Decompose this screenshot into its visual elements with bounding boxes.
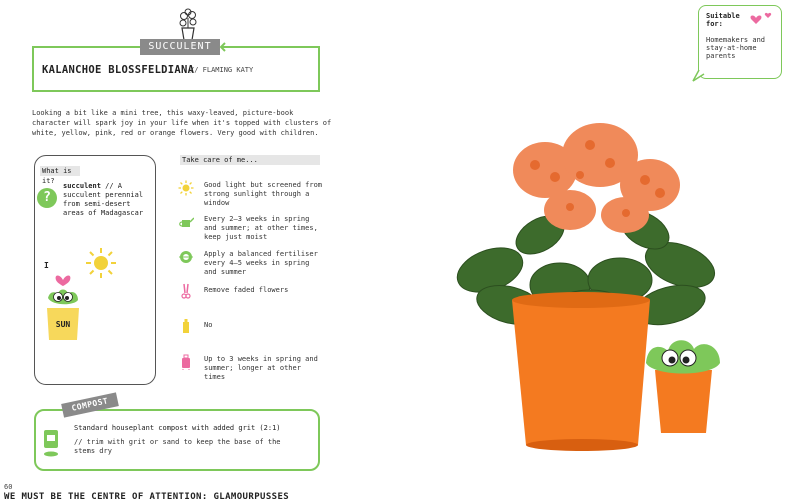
care-mist-text: No [204, 321, 213, 329]
intro-paragraph: Looking a bit like a mini tree, this waxy-leaved, picture-book character will spark joy in your life when it's topped with clusters of white, yellow, pink, red or orange flowers. Very good with children. [32, 109, 332, 137]
sun-icon [84, 246, 118, 280]
compost-bag-icon [42, 428, 60, 458]
care-light-text: Good light but screened from strong sunlight through a window [204, 181, 323, 207]
hearts-icon [746, 10, 776, 26]
compost-tip: // trim with grit or sand to keep the base of the stems dry [74, 438, 281, 455]
suitable-for-title: Suitable for: [706, 12, 740, 28]
plant-description: // A succulent perennial from semi-desert areas of Madagascar [63, 182, 144, 217]
what-is-it-label: What is it? [40, 166, 80, 176]
care-label: Take care of me... [180, 155, 320, 165]
compost-text: Standard houseplant compost with added grit (2:1) [74, 424, 281, 432]
what-is-it-text [63, 182, 153, 218]
care-water-text: Every 2–3 weeks in spring and summer; at other times, keep just moist [204, 215, 318, 241]
mascot-i-label: I [44, 261, 49, 270]
compost-tag: COMPOST [61, 392, 119, 417]
watering-can-icon [178, 214, 194, 230]
mister-icon [178, 318, 194, 334]
plant-title: KALANCHOE BLOSSFELDIANA [42, 64, 195, 76]
suitable-for-text: Homemakers and stay-at-home parents [706, 36, 766, 60]
kalanchoe-photo [450, 115, 730, 460]
care-holiday-text: Up to 3 weeks in spring and summer; longer at other times [204, 355, 318, 381]
chapter-footer: WE MUST BE THE CENTRE OF ATTENTION: GLAMOURPUSSES [4, 492, 290, 502]
plant-type: succulent [63, 182, 101, 190]
arrow-left-icon [218, 41, 232, 53]
sun-icon [178, 180, 194, 196]
common-name: // FLAMING KATY [190, 66, 254, 74]
speech-tail [692, 70, 706, 82]
question-icon: ? [37, 188, 57, 208]
plant-doodle-icon [176, 8, 200, 42]
suitcase-icon [178, 354, 194, 370]
page-number: 60 [4, 483, 13, 491]
secateurs-icon [178, 283, 194, 299]
fertiliser-icon [178, 249, 194, 265]
mascot-sun-label: SUN [55, 320, 71, 329]
care-prune-text: Remove faded flowers [204, 286, 289, 294]
care-feed-text: Apply a balanced fertiliser every 4–5 weeks in spring and summer [204, 250, 318, 276]
category-tab: SUCCULENT [140, 39, 220, 55]
